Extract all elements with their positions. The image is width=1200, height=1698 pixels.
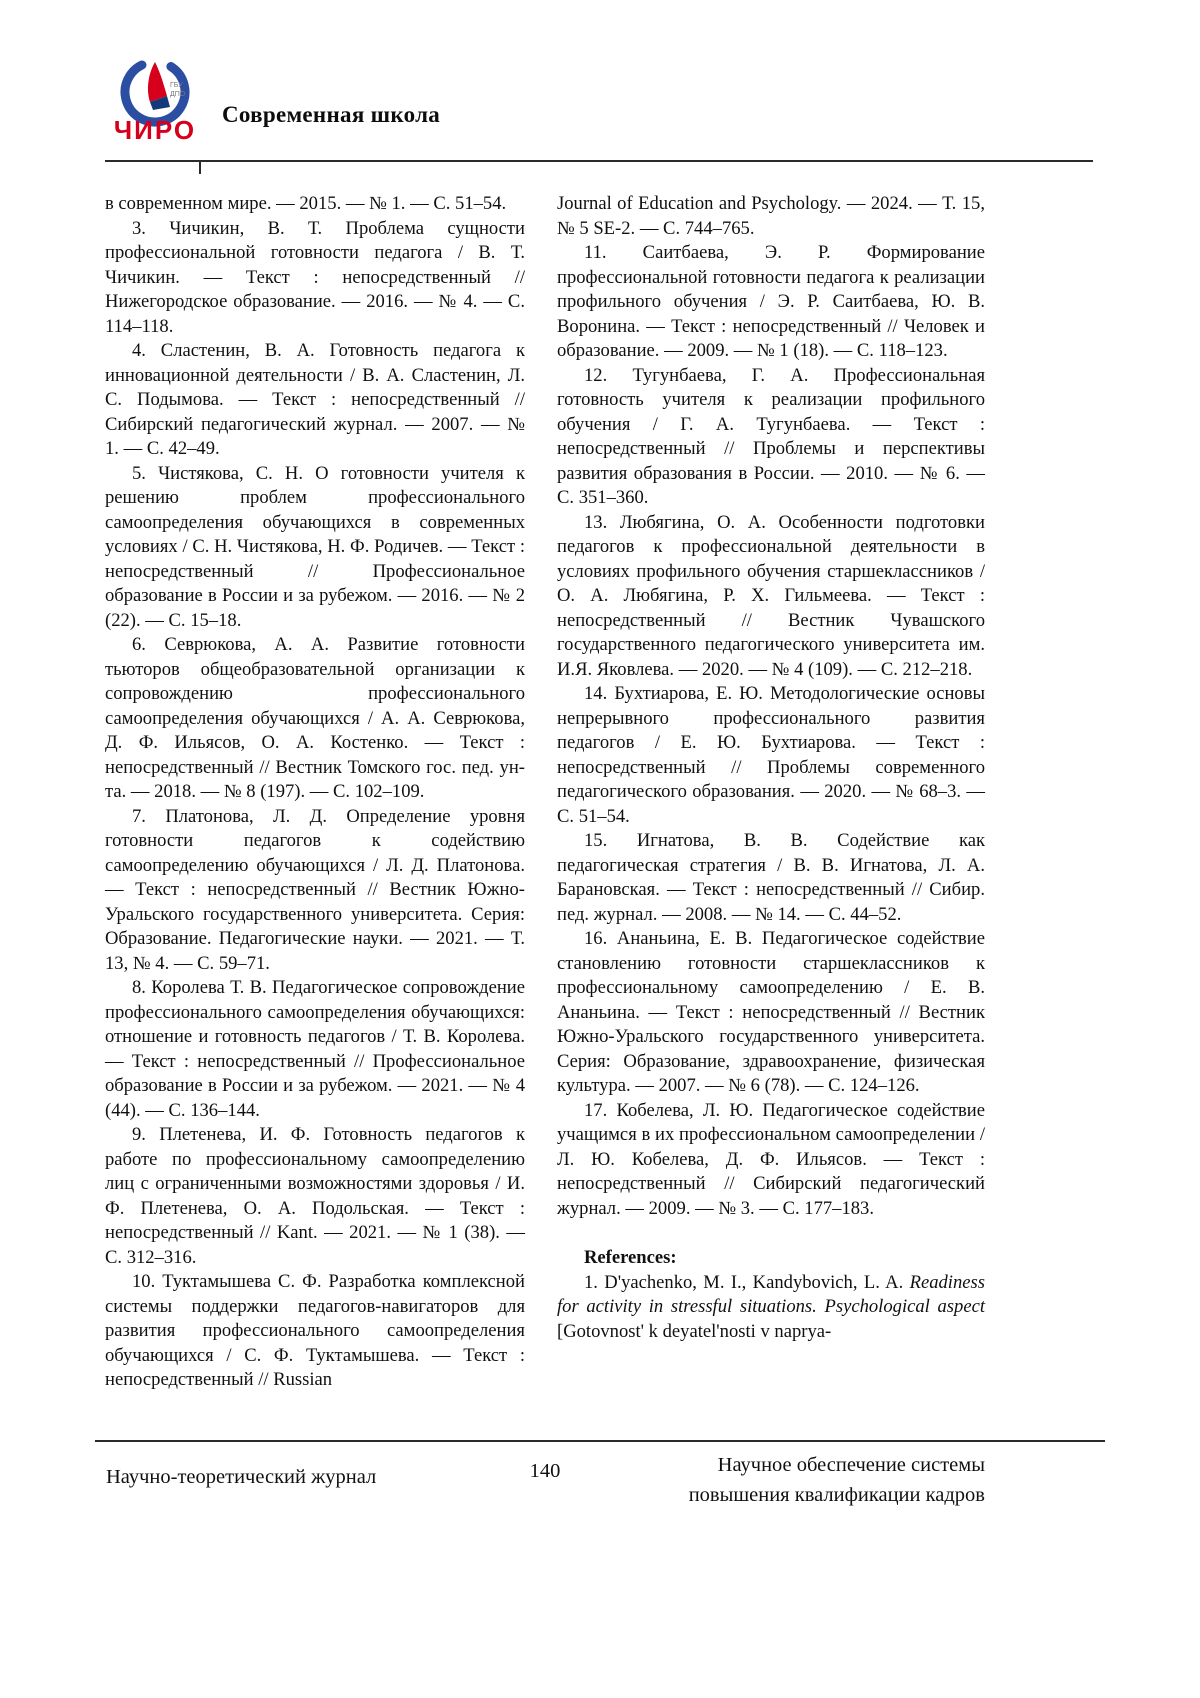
references-heading: [557, 1246, 985, 1271]
footer-section-title-line1: Научное обеспечение системы: [717, 1454, 985, 1476]
reference-text: 6. Севрюкова, А. А. Развитие готовности тьюторов общеобразовательной организации к сопровождению профессионального самоопределения обучающихся / А. А. Севрюкова, Д. Ф. Ильясов, О. А. Костенко. — Текст : непосредственный // Вестник Томского гос. пед. ун-та. — 2018. — № 8 (197). — С. 102–109.: [105, 634, 525, 802]
reference-text: [Gotovnost' k deyatel'nosti v naprya-: [557, 1320, 832, 1342]
references-column-right: [557, 192, 985, 1344]
page-header: [106, 50, 440, 146]
reference-paragraph: [105, 217, 525, 340]
journal-title: Современная школа: [222, 102, 441, 127]
reference-text: в современном мире. — 2015. — № 1. — С. 51–54.: [105, 193, 507, 214]
reference-text: Readiness for activity in stressful situations. Psychological aspect: [557, 1271, 985, 1317]
reference-paragraph: [105, 976, 525, 1123]
reference-paragraph: [557, 1099, 985, 1222]
logo-org-line1: ГБУ: [170, 82, 183, 89]
header-divider: [105, 160, 1093, 162]
reference-text: 8. Королева Т. В. Педагогическое сопровождение профессионального самоопределения обучающихся: отношение и готовность педагогов / Т. В. Королева. — Текст : непосредственный // Профессиональное образование в России и за рубежом. — 2021. — № 4 (44). — С. 136–144.: [105, 977, 525, 1121]
chiro-logo: [106, 50, 204, 146]
reference-paragraph: [105, 462, 525, 634]
reference-text: 4. Сластенин, В. А. Готовность педагога к инновационной деятельности / В. А. Сластенин, Л. С. Подымова. — Текст : непосредственный // Сибирский педагогический журнал. — 2007. — № 1. — С. 42–49.: [105, 340, 525, 459]
reference-text: 12. Тугунбаева, Г. А. Профессиональная готовность учителя к реализации профильного обучения / Г. А. Тугунбаева. — Текст : непосредственный // Проблемы и перспективы развития образования в России. — 2010. — № 6. — С. 351–360.: [557, 364, 985, 508]
reference-text: Journal of Education and Psychology. — 2024. — Т. 15, № 5 SE-2. — С. 744–765.: [557, 193, 985, 239]
reference-text: 10. Туктамышева С. Ф. Разработка комплексной системы поддержки педагогов-навигаторов для развития профессионального самоопределения обучающихся / С. Ф. Туктамышева. — Текст : непосредственный // Russian: [105, 1271, 525, 1390]
sail-shape: [148, 62, 167, 102]
reference-paragraph: [557, 364, 985, 511]
footer-journal-type: Научно-теоретический журнал: [106, 1466, 377, 1488]
logo-acronym: ЧИРО: [113, 115, 197, 145]
footer-section-title: [689, 1450, 985, 1510]
reference-paragraph: [557, 682, 985, 829]
reference-paragraph: [105, 633, 525, 805]
references-column-left: [105, 192, 525, 1393]
reference-paragraph: [105, 339, 525, 462]
reference-text: 1. D'yachenko, M. I., Kandybovich, L. A.: [584, 1271, 910, 1293]
reference-text: 14. Бухтиарова, Е. Ю. Методологические основы непрерывного профессионального развития педагогов / Е. Ю. Бухтиарова. — Текст : непосредственный // Проблемы современного педагогического образования. — 2020. — № 68–3. — С. 51–54.: [557, 683, 985, 827]
reference-text: 7. Платонова, Л. Д. Определение уровня готовности педагогов к содействию самоопределению обучающихся / Л. Д. Платонова. — Текст : непосредственный // Вестник Южно-Уральского государственного университета. Серия: Образование. Педагогические науки. — 2021. — Т. 13, № 4. — С. 59–71.: [105, 805, 525, 974]
reference-text: 3. Чичикин, В. Т. Проблема сущности профессиональной готовности педагога / В. Т. Чичикин. — Текст : непосредственный // Нижегородское образование. — 2016. — № 4. — С. 114–118.: [105, 217, 525, 337]
footer-section-title-line2: повышения квалификации кадров: [688, 1484, 985, 1506]
reference-text: References:: [584, 1247, 677, 1268]
reference-text: 9. Плетенева, И. Ф. Готовность педагогов к работе по профессиональному самоопределению лиц с ограниченными возможностями здоровья / И. Ф. Плетенева, О. А. Подольская. — Текст : непосредственный // Kant. — 2021. — № 1 (38). — С. 312–316.: [105, 1124, 525, 1268]
footer-divider: [95, 1440, 1105, 1442]
reference-text: 5. Чистякова, С. Н. О готовности учителя к решению проблем профессионального самоопределения обучающихся в современных условиях / С. Н. Чистякова, Н. Ф. Родичев. — Текст : непосредственный // Профессиональное образование в России и за рубежом. — 2016. — № 2 (22). — С. 15–18.: [105, 462, 525, 631]
reference-paragraph: [105, 192, 525, 217]
reference-paragraph: [105, 1123, 525, 1270]
reference-text: 15. Игнатова, В. В. Содействие как педагогическая стратегия / В. В. Игнатова, Л. А. Барановская. — Текст : непосредственный // Сибир. пед. журнал. — 2008. — № 14. — С. 44–52.: [557, 830, 985, 925]
reference-paragraph: [557, 511, 985, 683]
reference-paragraph: [557, 927, 985, 1099]
reference-text: 11. Саитбаева, Э. Р. Формирование профессиональной готовности педагога к реализации профильного обучения / Э. Р. Саитбаева, Ю. В. Воронина. — Текст : непосредственный // Человек и образование. — 2009. — № 1 (18). — С. 118–123.: [557, 242, 985, 361]
reference-text: 13. Любягина, О. А. Особенности подготовки педагогов к профессиональной деятельности в условиях профильного обучения старшеклассников / О. А. Любягина, Р. Х. Гильмеева. — Текст : непосредственный // Вестник Чувашского государственного педагогического университета им. И.Я. Яковлева. — 2020. — № 4 (109). — С. 212–218.: [557, 511, 985, 680]
logo-org-line2: ДПО: [170, 91, 186, 98]
reference-paragraph: [105, 1270, 525, 1393]
reference-paragraph: [557, 192, 985, 241]
reference-paragraph: [557, 1271, 985, 1345]
reference-text: 17. Кобелева, Л. Ю. Педагогическое содействие учащимся в их профессиональном самоопределении / Л. Ю. Кобелева, Д. Ф. Ильясов. — Текст : непосредственный // Сибирский педагогический журнал. — 2009. — № 3. — С. 177–183.: [557, 1099, 985, 1219]
reference-paragraph: [105, 805, 525, 977]
reference-paragraph: [557, 829, 985, 927]
reference-paragraph: [557, 241, 985, 364]
reference-text: 16. Ананьина, Е. В. Педагогическое содействие становлению готовности старшеклассников к профессиональному самоопределению / Е. В. Ананьина. — Текст : непосредственный // Вестник Южно-Уральского государственного университета. Серия: Образование, здравоохранение, физическая культура. — 2007. — № 6 (78). — С. 124–126.: [557, 928, 985, 1096]
header-divider-tick: [199, 160, 201, 174]
page-number: 140: [529, 1460, 561, 1482]
